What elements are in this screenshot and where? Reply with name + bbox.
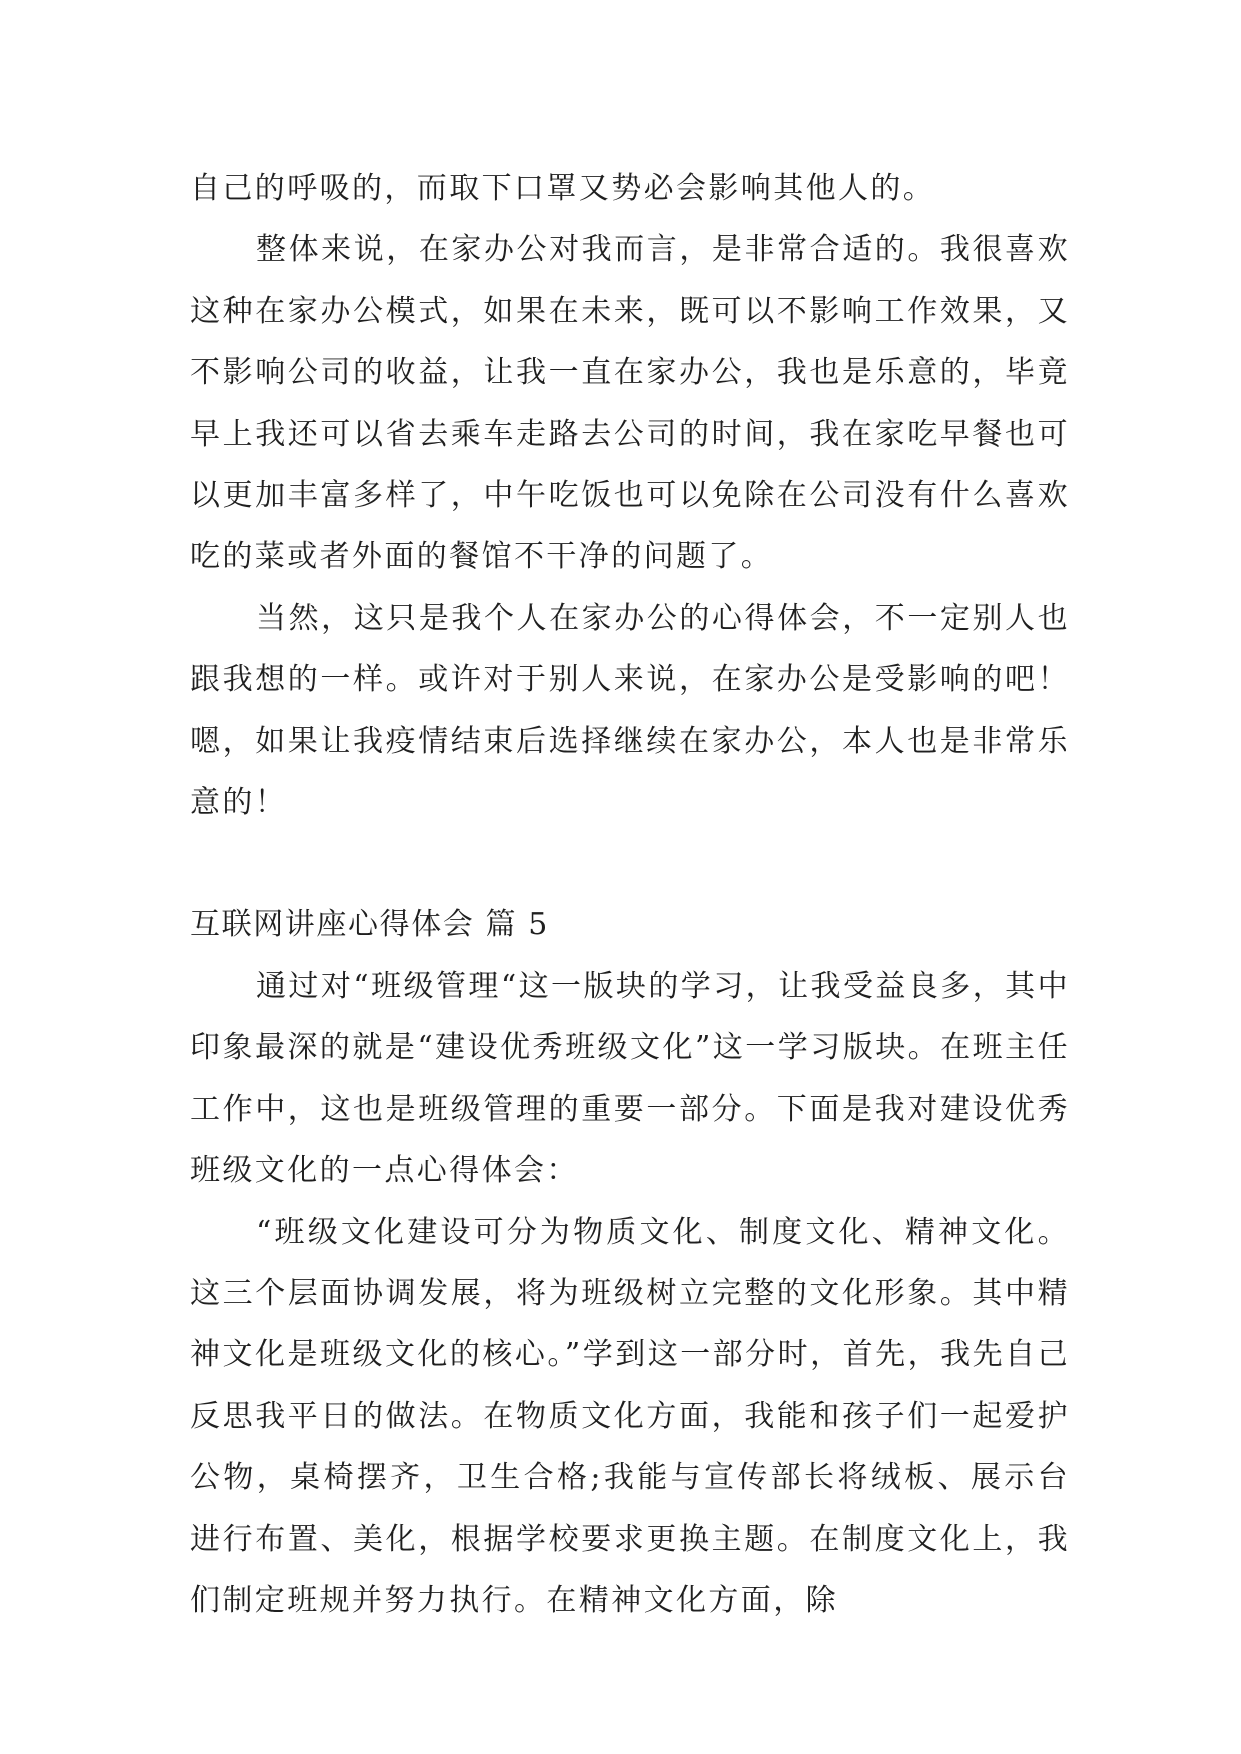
- paragraph-class-management: 通过对“班级管理“这一版块的学习，让我受益良多，其中印象最深的就是“建设优秀班级文化”这一学习版块。在班主任工作中，这也是班级管理的重要一部分。下面是我对建设优秀班级文化的一点心得体会：: [190, 968, 1070, 1189]
- document-body: [190, 158, 1070, 1631]
- section-spacer: [190, 833, 1070, 894]
- section-title: 互联网讲座心得体会 篇 5: [190, 907, 549, 943]
- paragraph-work-from-home-summary: 整体来说，在家办公对我而言，是非常合适的。我很喜欢这种在家办公模式，如果在未来，既可以不影响工作效果，又不影响公司的收益，让我一直在家办公，我也是乐意的，毕竟早上我还可以省去乘车走路去公司的时间，我在家吃早餐也可以更加丰富多样了，中午吃饭也可以免除在公司没有什么喜欢吃的菜或者外面的餐馆不干净的问题了。: [190, 232, 1070, 575]
- paragraph-personal-view: 当然，这只是我个人在家办公的心得体会，不一定别人也跟我想的一样。或许对于别人来说，在家办公是受影响的吧！嗯，如果让我疫情结束后选择继续在家办公，本人也是非常乐意的！: [190, 600, 1070, 821]
- paragraph-continued: 自己的呼吸的，而取下口罩又势必会影响其他人的。: [190, 171, 936, 206]
- paragraph-class-culture: “班级文化建设可分为物质文化、制度文化、精神文化。这三个层面协调发展，将为班级树立完整的文化形象。其中精神文化是班级文化的核心。”学到这一部分时，首先，我先自己反思我平日的做法。在物质文化方面，我能和孩子们一起爱护公物，桌椅摆齐，卫生合格;我能与宣传部长将绒板、展示台进行布置、美化，根据学校要求更换主题。在制度文化上，我们制定班规并努力执行。在精神文化方面，除: [190, 1214, 1070, 1618]
